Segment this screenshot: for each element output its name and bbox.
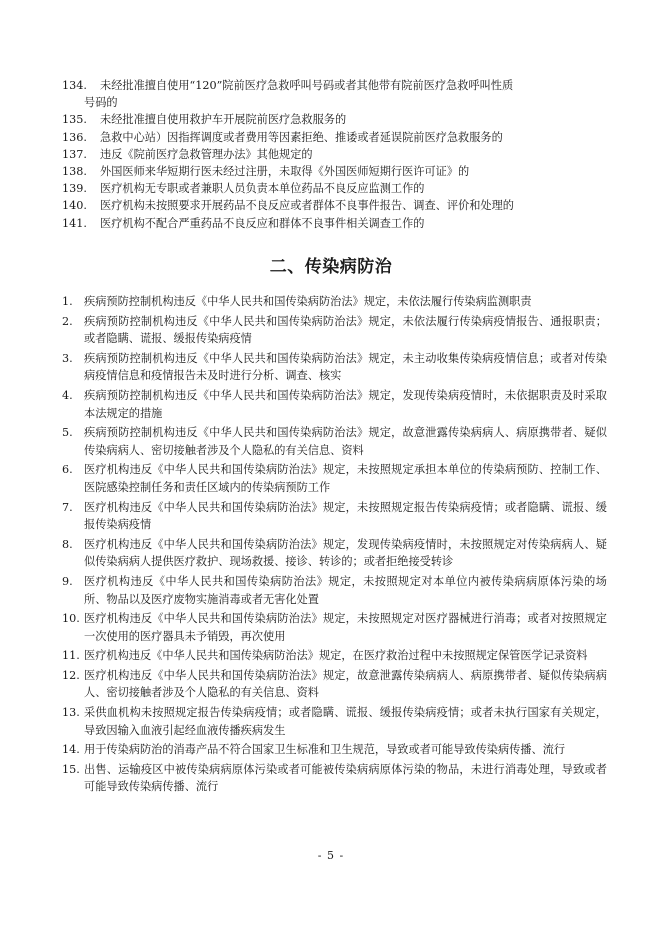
item-text: 违反《院前医疗急救管理办法》其他规定的	[100, 147, 313, 161]
list-item	[62, 180, 602, 197]
item-number: 15.	[62, 762, 80, 776]
item-number: 13.	[62, 706, 80, 720]
list-item	[62, 761, 607, 796]
page-number: - 5 -	[317, 849, 345, 862]
item-text: 医疗机构违反《中华人民共和国传染病防治法》规定，故意泄露传染病病人、病原携带者、疑似传染病病人、密切接触者涉及个人隐私的有关信息、资料	[84, 668, 607, 700]
item-text: 医疗机构违反《中华人民共和国传染病防治法》规定，在医疗救治过程中未按照规定保管医学记录资料	[84, 649, 588, 663]
item-text: 疾病预防控制机构违反《中华人民共和国传染病防治法》规定，故意泄露传染病病人、病原携带者、疑似传染病病人、密切接触者涉及个人隐私的有关信息、资料	[84, 426, 607, 457]
item-text: 疾病预防控制机构违反《中华人民共和国传染病防治法》规定，未主动收集传染病疫情信息；或者对传染病疫情信息和疫情报告未及时进行分析、调查、核实	[84, 351, 607, 383]
item-number: 4.	[62, 388, 73, 402]
item-number: 2.	[62, 314, 73, 328]
list-item	[62, 610, 607, 645]
item-text: 医疗机构无专职或者兼职人员负责本单位药品不良反应监测工作的	[100, 182, 425, 196]
item-text: 医疗机构不配合严重药品不良反应和群体不良事件相关调查工作的	[100, 216, 425, 230]
list-item	[62, 215, 602, 232]
list-item	[62, 704, 607, 739]
list-item	[62, 387, 607, 422]
item-number: 11.	[62, 649, 80, 663]
list-item	[62, 741, 607, 759]
infectious-disease-violation-list	[62, 293, 607, 798]
list-item	[62, 129, 602, 146]
item-text: 医疗机构违反《中华人民共和国传染病防治法》规定，未按照规定对本单位内被传染病病原体污染的场所、物品以及医疗废物实施消毒或者无害化处置	[84, 574, 607, 606]
section-heading: 二、传染病防治	[269, 257, 393, 277]
item-text: 出售、运输疫区中被传染病病原体污染或者可能被传染病病原体污染的物品，未进行消毒处理，导致或者可能导致传染病传播、流行	[84, 762, 607, 794]
list-item	[62, 536, 607, 571]
item-text: 疾病预防控制机构违反《中华人民共和国传染病防治法》规定，未依法履行传染病监测职责	[84, 295, 532, 308]
list-item	[62, 163, 602, 180]
item-text: 医疗机构违反《中华人民共和国传染病防治法》规定，未按照规定承担本单位的传染病预防、控制工作、医院感染控制任务和责任区域内的传染病预防工作	[84, 463, 607, 494]
item-text: 用于传染病防治的消毒产品不符合国家卫生标准和卫生规范，导致或者可能导致传染病传播、流行	[84, 743, 566, 757]
item-text-continuation: 号码的	[84, 96, 118, 110]
list-item	[62, 111, 602, 128]
item-number: 3.	[62, 351, 73, 365]
item-number: 138.	[62, 165, 87, 179]
item-number: 139.	[62, 182, 87, 196]
violation-list-continued	[62, 77, 602, 232]
list-item	[62, 197, 602, 214]
list-item	[62, 313, 607, 348]
list-item	[62, 647, 607, 665]
item-number: 135.	[62, 113, 87, 127]
list-item	[62, 350, 607, 385]
item-text: 疾病预防控制机构违反《中华人民共和国传染病防治法》规定，发现传染病疫情时，未依据职责及时采取本法规定的措施	[84, 388, 607, 420]
list-item-continuation	[62, 94, 602, 111]
item-text: 医疗机构违反《中华人民共和国传染病防治法》规定，未按照规定报告传染病疫情；或者隐瞒、谎报、缓报传染病疫情	[84, 500, 607, 532]
item-text: 医疗机构违反《中华人民共和国传染病防治法》规定，未按照规定对医疗器械进行消毒；或者对按照规定一次使用的医疗器具未予销毁，再次使用	[84, 612, 607, 643]
item-text: 未经批准擅自使用救护车开展院前医疗急救服务的	[100, 113, 347, 127]
item-number: 9.	[62, 574, 73, 588]
item-text: 医疗机构未按照要求开展药品不良反应或者群体不良事件报告、调查、评价和处理的	[100, 199, 514, 213]
list-item	[62, 499, 607, 534]
item-text: 外国医师来华短期行医未经过注册，未取得《外国医师短期行医许可证》的	[100, 165, 470, 179]
item-text: 急救中心站）因指挥调度或者费用等因素拒绝、推诿或者延误院前医疗急救服务的	[100, 130, 503, 144]
list-item	[62, 424, 607, 459]
list-item	[62, 293, 607, 311]
item-number: 5.	[62, 426, 73, 440]
list-item	[62, 77, 602, 94]
item-text: 采供血机构未按照规定报告传染病疫情；或者隐瞒、谎报、缓报传染病疫情；或者未执行国家有关规定，导致因输入血液引起经血液传播疾病发生	[84, 706, 607, 737]
list-item	[62, 146, 602, 163]
item-number: 141.	[62, 216, 87, 230]
item-text: 疾病预防控制机构违反《中华人民共和国传染病防治法》规定，未依法履行传染病疫情报告、通报职责；或者隐瞒、谎报、缓报传染病疫情	[84, 314, 607, 346]
item-number: 1.	[62, 295, 73, 308]
list-item	[62, 667, 607, 702]
item-number: 12.	[62, 668, 80, 682]
item-text: 未经批准擅自使用“120”院前医疗急救呼叫号码或者其他带有院前医疗急救呼叫性质	[100, 79, 514, 92]
item-number: 10.	[62, 612, 80, 626]
list-item	[62, 461, 607, 496]
item-number: 140.	[62, 199, 87, 213]
item-number: 7.	[62, 500, 73, 514]
list-item	[62, 573, 607, 608]
item-number: 14.	[62, 743, 80, 757]
item-number: 134.	[62, 79, 87, 92]
item-number: 6.	[62, 463, 73, 477]
item-number: 8.	[62, 537, 73, 551]
item-number: 137.	[62, 147, 87, 161]
item-number: 136.	[62, 130, 87, 144]
item-text: 医疗机构违反《中华人民共和国传染病防治法》规定，发现传染病疫情时，未按照规定对传染病病人、疑似传染病病人提供医疗救护、现场救援、接诊、转诊的；或者拒绝接受转诊	[84, 537, 607, 569]
